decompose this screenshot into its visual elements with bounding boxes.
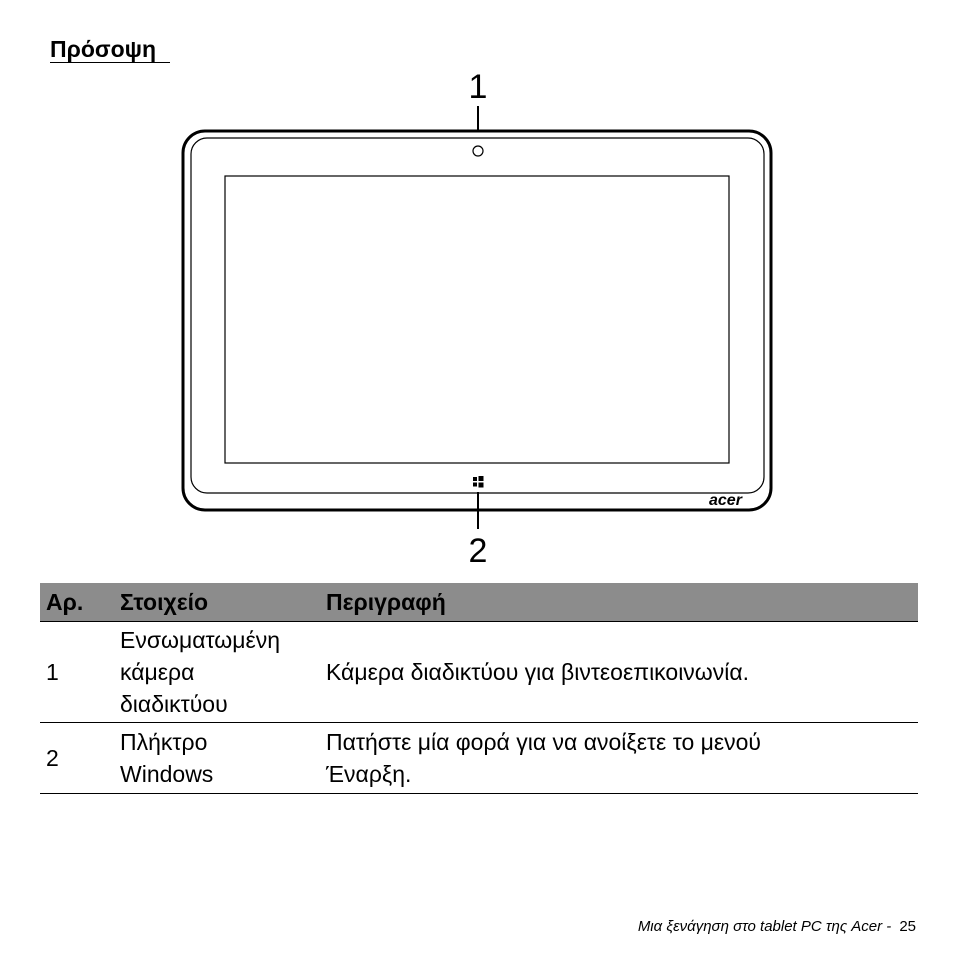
acer-logo: acer xyxy=(709,492,742,509)
row-description xyxy=(320,723,918,794)
row-item-line: κάμερα xyxy=(120,659,195,685)
section-heading: Πρόσοψη xyxy=(50,36,170,63)
table-row xyxy=(40,622,918,723)
table-row xyxy=(40,723,918,794)
component-table xyxy=(40,583,918,794)
webcam-icon xyxy=(473,146,483,156)
row-item-line: Ενσωματωμένη xyxy=(120,627,281,653)
page-footer xyxy=(638,918,916,935)
row-description-line: Κάμερα διαδικτύου για βιντεοεπικοινωνία. xyxy=(326,659,750,685)
row-description xyxy=(320,622,918,723)
page-number: 25 xyxy=(899,918,916,935)
row-description-line: Έναρξη. xyxy=(326,761,412,787)
callout-number-1: 1 xyxy=(468,68,488,106)
row-number: 1 xyxy=(40,622,114,723)
header-description: Περιγραφή xyxy=(320,583,918,622)
header-number: Αρ. xyxy=(40,583,114,622)
row-item-line: διαδικτύου xyxy=(120,691,228,717)
row-item-line: Πλήκτρο xyxy=(120,729,208,755)
row-number: 2 xyxy=(40,723,114,794)
callout-number-2: 2 xyxy=(468,532,488,570)
tablet-screen xyxy=(225,176,729,463)
header-item: Στοιχείο xyxy=(114,583,320,622)
row-description-line: Πατήστε μία φορά για να ανοίξετε το μενού xyxy=(326,729,762,755)
row-item xyxy=(114,723,320,794)
row-item-line: Windows xyxy=(120,761,214,787)
row-item xyxy=(114,622,320,723)
table-header-row xyxy=(40,583,918,622)
footer-text: Μια ξενάγηση στο tablet PC της Acer - xyxy=(637,918,892,935)
